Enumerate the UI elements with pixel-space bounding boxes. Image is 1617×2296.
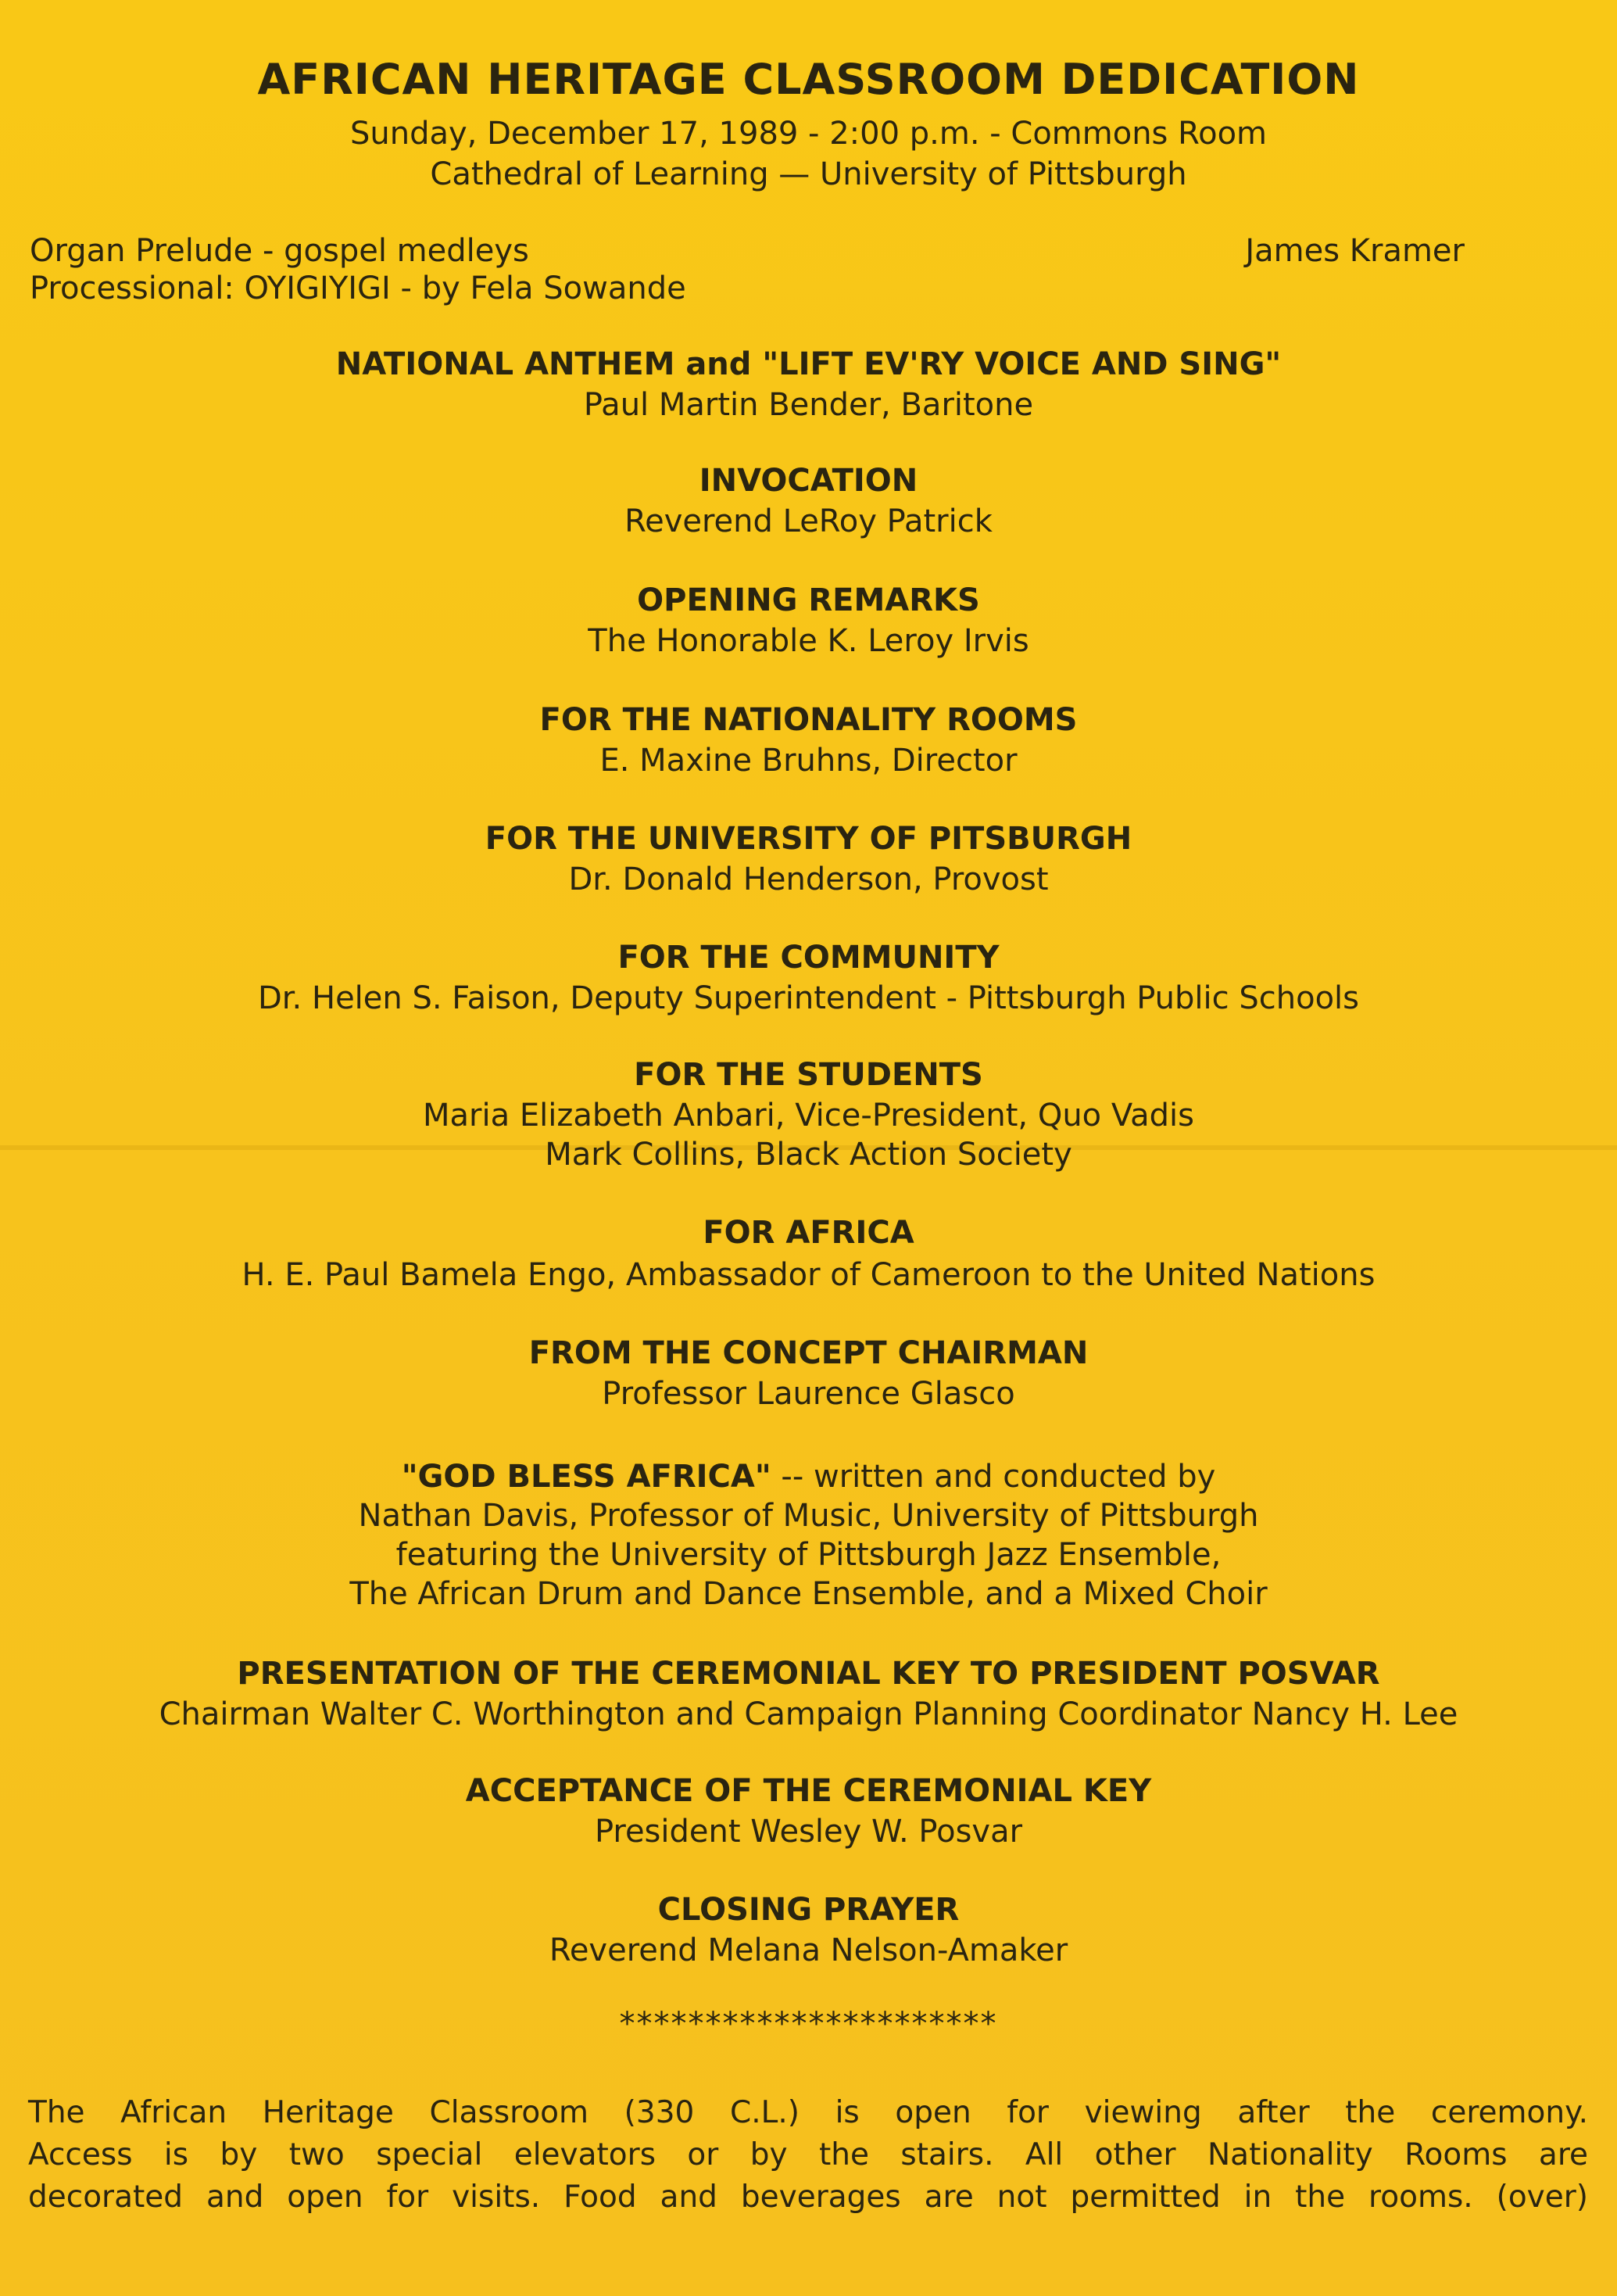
section-heading-concept-chairman: FROM THE CONCEPT CHAIRMAN [528,1335,1089,1371]
section-line-africa: H. E. Paul Bamela Engo, Ambassador of Cameroon to the United Nations [241,1257,1376,1293]
organist-name: James Kramer [1245,233,1465,269]
organ-prelude: Organ Prelude - gospel medleys [30,233,529,269]
section-heading-anthem: NATIONAL ANTHEM and "LIFT EV'RY VOICE AND SING" [335,346,1282,382]
section-heading-god-bless-africa: "GOD BLESS AFRICA" [401,1459,771,1495]
star-separator: ********************** [619,2006,998,2042]
section-line-concept-chairman: Professor Laurence Glasco [602,1376,1015,1412]
section-line-invocation: Reverend LeRoy Patrick [624,503,993,539]
section-line-god-bless-africa-1: Nathan Davis, Professor of Music, University of Pittsburgh [358,1498,1259,1534]
note-line-2: Access is by two special elevators or by the stairs. All other Nationality Rooms are [28,2137,1588,2172]
section-line-nationality-rooms: E. Maxine Bruhns, Director [599,743,1018,779]
section-heading-acceptance-key: ACCEPTANCE OF THE CEREMONIAL KEY [465,1773,1152,1809]
section-line-anthem: Paul Martin Bender, Baritone [583,387,1034,423]
section-heading-god-bless-africa-suffix: -- written and conducted by [771,1459,1216,1495]
section-line-students-1: Maria Elizabeth Anbari, Vice-President, Quo Vadis [423,1098,1194,1134]
section-line-god-bless-africa-2: featuring the University of Pittsburgh Jazz Ensemble, [395,1537,1222,1573]
section-heading-opening-remarks: OPENING REMARKS [637,582,980,618]
section-heading-students: FOR THE STUDENTS [634,1057,983,1093]
section-line-god-bless-africa-3: The African Drum and Dance Ensemble, and a Mixed Choir [349,1576,1268,1612]
section-heading-university: FOR THE UNIVERSITY OF PITSBURGH [485,821,1132,857]
section-heading-community: FOR THE COMMUNITY [617,940,1000,976]
section-line-presentation-key: Chairman Walter C. Worthington and Campaign Planning Coordinator Nancy H. Lee [159,1696,1458,1732]
section-heading-god-bless-africa-row [0,1459,1617,1495]
location-line: Cathedral of Learning — University of Pittsburgh [430,156,1187,192]
date-line: Sunday, December 17, 1989 - 2:00 p.m. - Commons Room [349,116,1268,152]
section-line-community: Dr. Helen S. Faison, Deputy Superintendent - Pittsburgh Public Schools [257,980,1359,1016]
section-line-students-2: Mark Collins, Black Action Society [545,1137,1072,1173]
section-line-university: Dr. Donald Henderson, Provost [568,861,1049,897]
section-line-closing-prayer: Reverend Melana Nelson-Amaker [549,1932,1068,1968]
section-line-opening-remarks: The Honorable K. Leroy Irvis [588,623,1029,659]
note-line-3: decorated and open for visits. Food and beverages are not permitted in the rooms. (over) [28,2180,1588,2215]
section-heading-closing-prayer: CLOSING PRAYER [657,1892,960,1928]
section-heading-nationality-rooms: FOR THE NATIONALITY ROOMS [539,702,1078,738]
section-heading-invocation: INVOCATION [699,463,918,499]
closing-note [28,2092,1588,2219]
program-title: AFRICAN HERITAGE CLASSROOM DEDICATION [257,55,1360,104]
processional: Processional: OYIGIYIGI - by Fela Sowande [30,270,686,306]
section-line-acceptance-key: President Wesley W. Posvar [594,1814,1023,1850]
section-heading-presentation-key: PRESENTATION OF THE CEREMONIAL KEY TO PRESIDENT POSVAR [237,1656,1380,1692]
note-line-1: The African Heritage Classroom (330 C.L.) is open for viewing after the ceremony. [28,2095,1588,2130]
section-heading-africa: FOR AFRICA [703,1215,914,1251]
